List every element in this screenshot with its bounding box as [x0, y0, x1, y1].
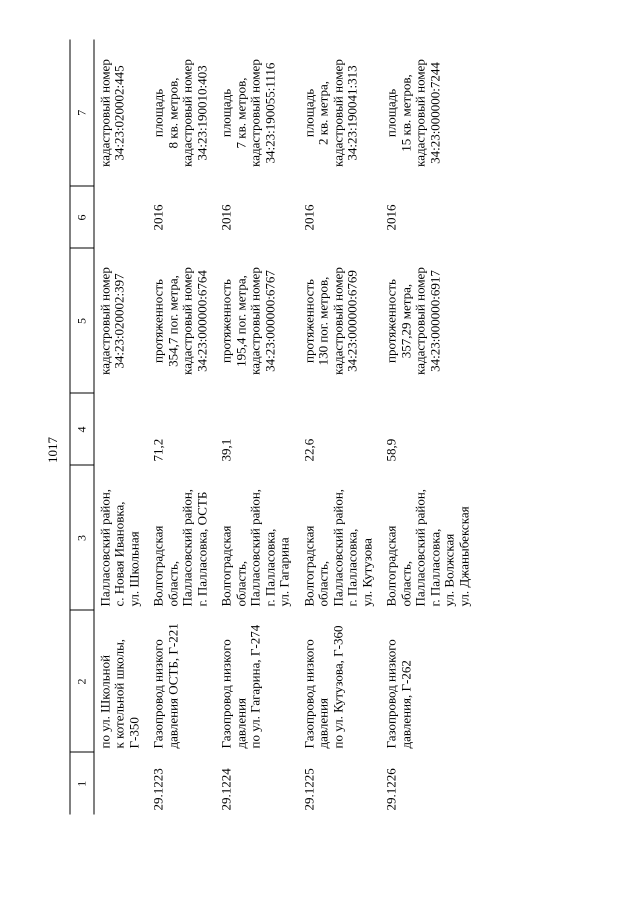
header-col-7: 7	[70, 40, 94, 187]
cell-characteristics: протяженность 354,7 пог. метра, кадастровый номер 34:23:000000:6764	[150, 267, 209, 375]
cell-address: Волгоградская область, Палласовский район, г. Палласовка, ул. Кутузова	[301, 488, 374, 607]
cell-address: Палласовский район, с. Новая Ивановка, ул. Школьная	[97, 488, 141, 607]
table-row	[377, 40, 476, 815]
cell-address: Волгоградская область, Палласовский район, г. Палласовка, ул. Гагарина	[218, 488, 292, 607]
cell-name: Газопровод низкого давления по ул. Гагарина, Г-274	[218, 624, 263, 749]
table-row	[294, 40, 377, 815]
cell-year: 2016	[150, 204, 166, 231]
cell-year: 2016	[218, 204, 234, 231]
table-body	[94, 40, 476, 815]
cell-characteristics: протяженность 195,4 пог. метра, кадастровый номер 34:23:000000:6767	[218, 267, 277, 375]
cell-cost: 71,2	[150, 438, 166, 462]
page-number: 1017	[45, 437, 60, 463]
cell-year: 2016	[301, 204, 316, 231]
table-row	[144, 40, 212, 815]
cell-cost: 22,6	[301, 438, 316, 462]
rotated-page	[70, 40, 542, 815]
cell-number: 29.1224	[218, 768, 234, 811]
table-row	[212, 40, 295, 815]
cell-notes: площадь 15 кв. метров, кадастровый номер 34:23:000000:7244	[383, 59, 442, 167]
cell-number: 29.1223	[150, 768, 166, 811]
header-col-1: 1	[70, 753, 94, 815]
cell-address: Волгоградская область, Палласовский район, г. Палласовка, ОСТБ	[150, 488, 209, 607]
cell-notes: кадастровый номер 34:23:020002:445	[97, 59, 127, 167]
cell-notes: площадь 8 кв. метров, кадастровый номер 34:23:190010:403	[150, 59, 209, 167]
cell-number: 29.1225	[301, 768, 316, 811]
cell-name: Газопровод низкого давления, Г-262	[383, 639, 413, 749]
header-col-4: 4	[70, 394, 94, 466]
header-col-6: 6	[70, 187, 94, 249]
cell-characteristics: протяженность 357,29 метра, кадастровый номер 34:23:000000:6917	[383, 267, 442, 375]
cell-number	[94, 753, 144, 815]
table-header	[70, 40, 94, 815]
table-row	[94, 40, 144, 815]
cell-address: Волгоградская область, Палласовский район, г. Палласовка, ул. Волжская ул. Джаныбекская	[383, 488, 471, 607]
cell-characteristics: протяженность 130 пог. метров, кадастровый номер 34:23:000000:6769	[301, 267, 360, 375]
cell-year	[94, 187, 144, 249]
cell-name: Газопровод низкого давления ОСТБ, Г-221	[150, 623, 180, 749]
header-col-3: 3	[70, 466, 94, 611]
cell-notes: площадь 2 кв. метра, кадастровый номер 34:23:190041:313	[301, 59, 360, 167]
cell-number: 29.1226	[383, 768, 399, 811]
header-col-5: 5	[70, 249, 94, 394]
header-col-2: 2	[70, 611, 94, 753]
cell-characteristics: кадастровый номер 34:23:020002:397	[97, 267, 127, 375]
cell-name: по ул. Школьной к котельной школы, Г-350	[97, 638, 141, 749]
cell-cost: 39,1	[218, 438, 234, 462]
property-table	[70, 40, 476, 815]
cell-cost: 58,9	[383, 438, 399, 462]
cell-cost	[94, 394, 144, 466]
cell-notes: площадь 7 кв. метров, кадастровый номер 34:23:190055:1116	[218, 59, 277, 167]
cell-year: 2016	[383, 204, 399, 231]
cell-name: Газопровод низкого давления по ул. Кутузова, Г-360	[301, 625, 345, 749]
